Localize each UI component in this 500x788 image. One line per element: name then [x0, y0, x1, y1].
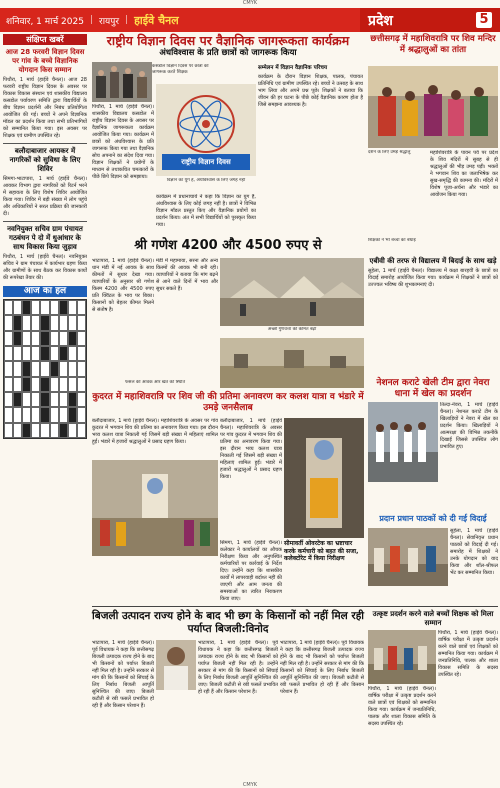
brief-text-2: सिमगा-भाटापारा, 1 मार्च (हाईवे चैनल)। आयकर विभाग द्वारा नागरिकों को रिटर्न भरने में सहायता के लिए विशेष शिविर आयोजित किया गया। शिविर में बड़ी संख्या में लोग पहुंचे और अधिकारियों ने सरल प्रक्रिया की जानकारी दी। [3, 176, 87, 217]
collector-headline-short: सीमावर्ती ओवरटेक का भ्रष्टाचार करके कर्मचारी को बहत की सजा, कलेक्टोरेट में किया निरीक्षण [284, 540, 359, 562]
masthead-left: शनिवार, 1 मार्च 2025 | रायपुर | हाईवे चैनल [0, 8, 360, 32]
crossword-cell [59, 361, 68, 376]
crossword-cell [77, 423, 86, 438]
crossword-cell [77, 331, 86, 346]
crossword-cell [4, 392, 13, 407]
crossword-cell [4, 346, 13, 361]
kudrat-headline: कुदरत में महाशिवरात्रि पर शिव जी की प्रतिमा अनावरण कर कलश यात्रा व भंडारे में उमड़े जनसैलाब [92, 392, 364, 413]
crossword-cell [31, 407, 40, 422]
crossword-cell [77, 361, 86, 376]
crossword-cell [68, 392, 77, 407]
crossword-cell [68, 331, 77, 346]
kudrat-caption: फसल की आवक और खेत की स्थिति [124, 380, 186, 385]
crossword-cell [50, 315, 59, 330]
electricity-text-3: भाटापारा, 1 मार्च (हाईवे चैनल)। पूर्व विधायक ने कहा कि छत्तीसगढ़ बिजली उत्पादक राज्य होने के बाद भी किसानों को पर्याप्त बिजली नहीं मिल रही है। उन्होंने सरकार से मांग की कि किसानों को सिंचाई के लिए निर्बाध बिजली आपूर्ति सुनिश्चित की जाए। बिजली कटौती से रबी फसलें प्रभावित हो रही हैं और किसान परेशान हैं। [280, 640, 364, 695]
crossword-cell [68, 377, 77, 392]
crossword-cell [22, 377, 31, 392]
crossword-cell [40, 423, 49, 438]
crossword-cell [22, 331, 31, 346]
crossword-cell [77, 377, 86, 392]
crossword-cell [13, 407, 22, 422]
kudrat-text-2: बलौदाबाजार, 1 मार्च (हाईवे चैनल)। महाशिवरात्रि के अवसर पर गांव कुदरत में भगवान शिव की प्रतिमा का अनावरण किया गया। इस दौरान भव्य कलश यात्रा निकाली गई जिसमें बड़ी संख्या में महिलाएं शामिल हुईं। भंडारे में हजारों श्रद्धालुओं ने प्रसाद ग्रहण किया। [220, 418, 282, 480]
crossword-cell [59, 392, 68, 407]
crossword-cell [22, 315, 31, 330]
abv-story [368, 254, 498, 374]
lead-story-photo-small [92, 62, 152, 102]
abv-caption: शिक्षकों ने भी बच्चों को बधाई [368, 238, 416, 243]
crossword-cell [50, 392, 59, 407]
crossword-cell [59, 423, 68, 438]
karate-text: तिल्दा-नेवरा, 1 मार्च (हाईवे चैनल)। नेशनल कराटे टीम के खिलाड़ियों ने नेवरा में खेल का प्रदर्शन किया। खिलाड़ियों ने आत्मरक्षा की विभिन्न तकनीकें दिखाईं जिससे उपस्थित लोग प्रभावित हुए। [440, 402, 498, 450]
crossword-grid [3, 299, 87, 439]
crossword-cell [59, 300, 68, 315]
crossword-cell [22, 300, 31, 315]
brief-headline-1: आज 28 फरवरी विज्ञान दिवस पर गांव के बच्चे विज्ञानिक योगदान किस सम्मान [5, 48, 85, 74]
crossword-cell [50, 361, 59, 376]
collector-story [220, 540, 282, 604]
farewell-text: सुहेला, 1 मार्च (हाईवे चैनल)। सेवानिवृत्त प्रधान पाठकों को विदाई दी गई। समारोह में शिक्षकों ने उनके योगदान को याद किया और शॉल-श्रीफल भेंट कर सम्मानित किया। [450, 528, 498, 576]
crossword-cell [31, 331, 40, 346]
crossword-cell [13, 300, 22, 315]
felicitation-headline: उत्कृष्ट प्रदर्शन करने वाले बच्चों शिक्षक को मिला सम्मान [372, 610, 494, 627]
abv-text: सुहेला, 1 मार्च (हाईवे चैनल)। विद्यालय में कक्षा बारहवीं के छात्रों का विदाई समारोह आयोजित किया गया। कार्यक्रम में शिक्षकों ने छात्रों को उज्ज्वल भविष्य की शुभकामनाएं दी। [368, 267, 498, 288]
crossword-cell [4, 407, 13, 422]
brief-news-column [3, 34, 87, 786]
crossword-cell [40, 315, 49, 330]
page-number: 5 [476, 12, 492, 28]
crossword-cell [68, 300, 77, 315]
crossword-cell [13, 361, 22, 376]
bottom-divider [92, 606, 498, 607]
crossword-cell [50, 423, 59, 438]
crossword-cell [4, 331, 13, 346]
farewell-photo [368, 528, 448, 586]
crossword-cell [13, 392, 22, 407]
politician-photo [156, 640, 196, 690]
crossword-cell [50, 377, 59, 392]
lead-story-right-block [258, 62, 363, 232]
electricity-headline: बिजली उत्पादन राज्य होने के बाद भी छग के किसानों को नहीं मिल रही पर्याप्त बिजली:विनोद [92, 610, 365, 635]
section-title: प्रदेश [368, 12, 393, 29]
crossword-cell [31, 300, 40, 315]
crossword-cell [13, 377, 22, 392]
crossword-cell [22, 407, 31, 422]
crossword-cell [50, 300, 59, 315]
crossword-cell [31, 315, 40, 330]
electricity-text-1: भाटापारा, 1 मार्च (हाईवे चैनल)। पूर्व विधायक ने कहा कि छत्तीसगढ़ बिजली उत्पादक राज्य होने के बाद भी किसानों को पर्याप्त बिजली नहीं मिल रही है। उन्होंने सरकार से मांग की कि किसानों को सिंचाई के लिए निर्बाध बिजली आपूर्ति सुनिश्चित की जाए। बिजली कटौती से रबी फसलें प्रभावित हो रही हैं और किसान परेशान हैं। [92, 640, 154, 709]
lead-story-text-right: कार्यक्रम के दौरान विज्ञान शिक्षक, पालक, पंचायत प्रतिनिधि एवं ग्रामीण उपस्थित रहे। बच्चों ने उत्साह के साथ भाग लिया और अपने प्रश्न पूछे। शिक्षकों ने बताया कि जीवन की हर घटना के पीछे कोई वैज्ञानिक कारण होता है जिसे समझना आवश्यक है। [258, 74, 363, 108]
crossword-cell [68, 361, 77, 376]
felicitation-photo [368, 630, 436, 684]
crossword-cell [77, 392, 86, 407]
crossword-cell [77, 300, 86, 315]
crossword-cell [68, 423, 77, 438]
crossword-cell [77, 346, 86, 361]
newspaper-brand: हाईवे चैनल [134, 13, 179, 27]
field-photo [220, 338, 364, 388]
crossword-cell [59, 377, 68, 392]
crossword-cell [59, 346, 68, 361]
crossword-cell [22, 423, 31, 438]
shivratri-text: महाशिवरात्रि के पावन पर्व पर प्रदेश के शिव मंदिरों में सुबह से ही श्रद्धालुओं की भीड़ उमड़ पड़ी। भक्तों ने भगवान शिव का जलाभिषेक कर सुख-समृद्धि की कामना की। मंदिरों में विशेष पूजा-अर्चना और भंडारे का आयोजन किया गया। [430, 150, 498, 198]
crossword-cell [40, 346, 49, 361]
crossword-cell [13, 346, 22, 361]
crossword-cell [50, 407, 59, 422]
paddy-price-text: भाटापारा, 1 मार्च (हाईवे चैनल)। धान मंडी में नई आवक के साथ कीमतों में सुधार देखा गया। व्यापारियों के अनुसार श्री गणेश किस्म 4200 और 4500 रुपए प्रति क्विंटल के भाव पर बिका। किसानों को बेहतर कीमत मिलने से संतोष है। [92, 258, 154, 313]
cmyk-marker-bottom: CMYK [242, 782, 258, 788]
science-graphic-caption: विज्ञान का युग है, अंधविश्वास के लिए जगह नहीं [166, 178, 246, 183]
masthead [0, 8, 500, 32]
kudrat-idol-photo [284, 418, 364, 538]
brief-text-1: पिथौरा, 1 मार्च (हाईवे चैनल)। आज 28 फरवरी राष्ट्रीय विज्ञान दिवस के अवसर पर विकास विकास संस्थान एवं शासकीय विद्यालय कसडोल पर्यावरण समिति द्वारा विद्यार्थियों के बीच विज्ञान प्रदर्शनी और निबंध प्रतियोगिता आयोजित की गई। बच्चों ने अपने विज्ञानिक मॉडल का प्रदर्शन किया तथा सभी प्रतिभागियों को सम्मानित किया गया। इस अवसर पर शिक्षक एवं ग्रामीण उपस्थित रहे। [3, 77, 87, 139]
crossword-cell [77, 407, 86, 422]
collector-text: सिमगा, 1 मार्च (हाईवे चैनल)। कलेक्टर ने कार्यालयों का औचक निरीक्षण किया और अनुपस्थित कर्मचारियों पर कार्रवाई के निर्देश दिए। उन्होंने कहा कि शासकीय कार्यों में लापरवाही बर्दाश्त नहीं की जाएगी और आम जनता की समस्याओं का त्वरित निराकरण किया जाए। [220, 540, 282, 602]
crossword-cell [31, 423, 40, 438]
crossword-cell [22, 346, 31, 361]
brief-headline-2: बलौदाबाजार आयकर में नागरिकों को सुविधा के लिए शिविर [9, 147, 81, 173]
farewell-headline: प्रदान प्रधान पाठकों को दी गई विदाई [379, 514, 487, 523]
lead-subheadline: अंधविश्वास के प्रति छात्रों को जागरूक किया [159, 48, 297, 58]
kudrat-text: बलौदाबाजार, 1 मार्च (हाईवे चैनल)। महाशिवरात्रि के अवसर पर गांव कुदरत में भगवान शिव की प्रतिमा का अनावरण किया गया। इस दौरान भव्य कलश यात्रा निकाली गई जिसमें बड़ी संख्या में महिलाएं शामिल हुईं। भंडारे में हजारों श्रद्धालुओं ने प्रसाद ग्रहण किया। [92, 418, 218, 445]
shivratri-photo [368, 66, 498, 148]
crossword-cell [68, 407, 77, 422]
cmyk-marker-top: CMYK [242, 0, 258, 6]
crossword-cell [68, 315, 77, 330]
crossword-cell [59, 315, 68, 330]
crossword-cell [68, 346, 77, 361]
masthead-right [360, 8, 500, 32]
lead-story-text-left: पिथौरा, 1 मार्च (हाईवे चैनल)। शासकीय विद्यालय कसडोल में राष्ट्रीय विज्ञान दिवस के अवसर पर वैज्ञानिक जागरूकता कार्यक्रम आयोजित किया गया। कार्यक्रम में छात्रों को अंधविश्वास के प्रति जागरूक किया गया तथा वैज्ञानिक सोच अपनाने का संदेश दिया गया। विज्ञान शिक्षकों ने प्रयोगों के माध्यम से तथाकथित चमत्कारों के पीछे छिपे विज्ञान को समझाया। [92, 104, 154, 180]
crossword-cell [50, 331, 59, 346]
market-photo [220, 258, 364, 326]
felicitation-text-2: पिथौरा, 1 मार्च (हाईवे चैनल)। वार्षिक परीक्षा में उत्कृष्ट प्रदर्शन करने वाले छात्रों एवं शिक्षकों को सम्मानित किया गया। कार्यक्रम में जनप्रतिनिधि, पालक और शाला विकास समिति के सदस्य उपस्थित रहे। [368, 686, 436, 727]
shivratri-headline: छत्तीसगढ़ में महाशिवरात्रि पर शिव मन्दिर में श्रद्धालुओं का तांता [370, 34, 496, 55]
crossword-cell [40, 377, 49, 392]
shivratri-caption: दर्शन के लिए उमड़े श्रद्धालु [368, 150, 411, 155]
crossword-cell [22, 361, 31, 376]
brief-headline-3: नवनियुक्त सचिव ग्राम पंचायत गठबंधन पे दो में धुआंधार के साथ विकास किया जुड़ाव [7, 225, 83, 251]
lead-story-banner [92, 34, 364, 60]
crossword-cell [31, 392, 40, 407]
crossword-cell [31, 377, 40, 392]
abv-headline: एबीवी की तरफ से विद्यालय में बिदाई के साथ खड़े [369, 257, 497, 265]
crossword-cell [59, 331, 68, 346]
crossword-cell [4, 423, 13, 438]
kudrat-photo [92, 460, 218, 556]
brief-text-3: पिथौरा, 1 मार्च (हाईवे चैनल)। नवनियुक्त सचिव ने ग्राम पंचायत में कार्यभार ग्रहण किया और ग्रामीणों के साथ बैठक कर विकास कार्यों की रूपरेखा तैयार की। [3, 254, 87, 281]
issue-date: शनिवार, 1 मार्च 2025 [6, 16, 84, 27]
crossword-cell [13, 315, 22, 330]
crossword-cell [4, 315, 13, 330]
paddy-price-text-2: मंडी में महामाया, सरना और अन्य किस्मों की आवक भी बनी रही। व्यापारियों ने बताया कि मांग बढ़ने से आने वाले दिनों में भाव और सुधर सकते हैं। [156, 258, 218, 292]
crossword-cell [40, 361, 49, 376]
crossword-cell [31, 346, 40, 361]
crossword-cell [4, 361, 13, 376]
crossword-cell [31, 361, 40, 376]
science-day-graphic-label: राष्ट्रीय विज्ञान दिवस [181, 158, 231, 166]
electricity-text-2: भाटापारा, 1 मार्च (हाईवे चैनल)। पूर्व विधायक ने कहा कि छत्तीसगढ़ बिजली उत्पादक राज्य होने के बाद भी किसानों को पर्याप्त बिजली नहीं मिल रही है। उन्होंने सरकार से मांग की कि किसानों को सिंचाई के लिए निर्बाध बिजली आपूर्ति सुनिश्चित की जाए। बिजली कटौती से रबी फसलें प्रभावित हो रही हैं और किसान परेशान हैं। [198, 640, 278, 695]
market-photo-sub: अच्छी गुणवत्ता की कीमत बढ़ी [267, 327, 317, 332]
crossword-cell [40, 331, 49, 346]
edition-city: रायपुर [99, 16, 120, 27]
brief-news-title: संक्षिप्त खबरें [3, 34, 87, 45]
lead-photo-caption: कसडोल विज्ञान दिवस पर छात्रों को जागरूक करते शिक्षक [152, 64, 209, 75]
crossword-cell [13, 331, 22, 346]
crossword-cell [50, 346, 59, 361]
puzzle-title: आज का हल [3, 286, 87, 297]
crossword-cell [59, 407, 68, 422]
felicitation-text: पिथौरा, 1 मार्च (हाईवे चैनल)। वार्षिक परीक्षा में उत्कृष्ट प्रदर्शन करने वाले छात्रों एवं शिक्षकों को सम्मानित किया गया। कार्यक्रम में जनप्रतिनिधि, पालक और शाला विकास समिति के सदस्य उपस्थित रहे। [438, 630, 498, 678]
karate-headline: नेशनल कराटे खेली टीम द्वारा नेवरा धाना में खेल का प्रदर्शन [376, 378, 490, 399]
lead-story-text-mid: कार्यक्रम में प्रधानाचार्य ने कहा कि विज्ञान का युग है, अंधविश्वास के लिए कोई जगह नहीं है। छात्रों ने विभिन्न विज्ञान मॉडल प्रस्तुत किए और वैज्ञानिक प्रयोगों का प्रदर्शन किया। अंत में सभी विद्यार्थियों को पुरस्कृत किया गया। [156, 194, 256, 228]
crossword-cell [4, 377, 13, 392]
karate-photo [368, 402, 438, 482]
crossword-cell [22, 392, 31, 407]
crossword-cell [40, 300, 49, 315]
lead-headline: राष्ट्रीय विज्ञान दिवस पर वैज्ञानिक जागरूकता कार्यक्रम [106, 33, 350, 48]
crossword-cell [4, 300, 13, 315]
crossword-cell [40, 407, 49, 422]
crossword-cell [13, 423, 22, 438]
crossword-cell [40, 392, 49, 407]
crossword-cell [77, 315, 86, 330]
paddy-price-headline: श्री गणेश 4200 और 4500 रुपए से [134, 238, 322, 253]
lead-story-right-subhead: सम्मेलन में विज्ञान वैज्ञानिक परिचय [258, 65, 328, 71]
